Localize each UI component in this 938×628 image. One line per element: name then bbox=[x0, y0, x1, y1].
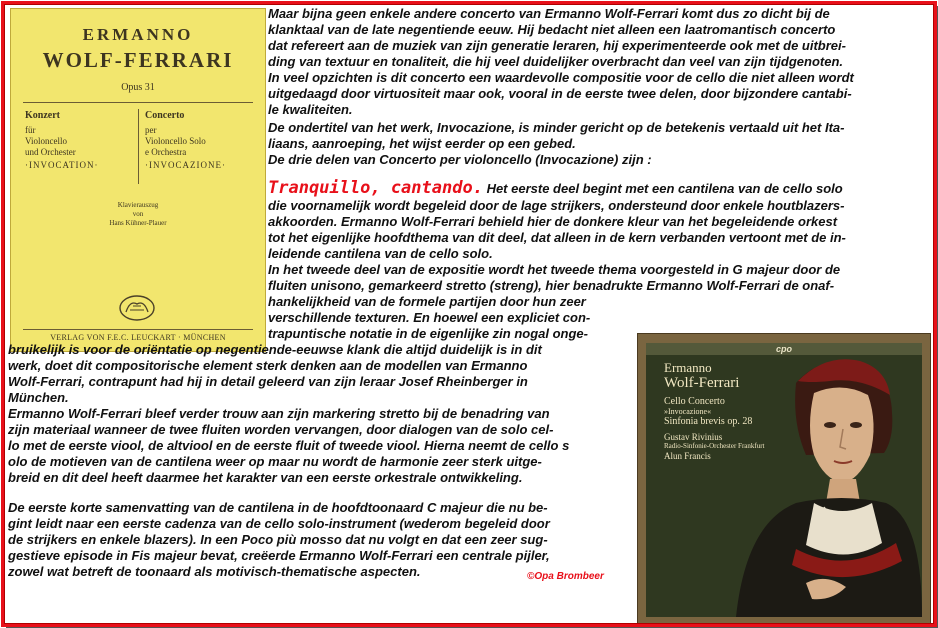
score-arranger: Hans Kühner-Plauer bbox=[109, 219, 167, 227]
movement-title: Tranquillo, cantando. bbox=[268, 178, 483, 198]
article-line: leidende cantilena van de cello solo. bbox=[268, 246, 493, 261]
score-left-line: für bbox=[25, 125, 36, 135]
article-line: In veel opzichten is dit concerto een waardevolle compositie voor de cello die niet alleen wordt bbox=[268, 70, 854, 85]
article-line: De eerste korte samenvatting van de cantilena in de hoofdtoonaard C majeur die nu be- bbox=[8, 500, 548, 515]
article-line: hankelijkheid van de formele partijen door hun zeer bbox=[268, 294, 586, 309]
score-cover-image bbox=[10, 8, 266, 352]
cd-composer-last: Wolf-Ferrari bbox=[664, 375, 740, 391]
score-publisher: VERLAG VON F.E.C. LEUCKART · MÜNCHEN bbox=[50, 333, 226, 342]
cd-cover-image bbox=[637, 333, 931, 625]
article-line: Wolf-Ferrari, contrapunt had hij in detail geleerd van zijn leraar Josef Rheinberger in bbox=[8, 374, 528, 389]
article-line: De drie delen van Concerto per violoncello (Invocazione) zijn : bbox=[268, 152, 652, 167]
article-line: lo met de eerste viool, de altviool en de eerste fluit of tweede viool. Hierna neemt de cello s bbox=[8, 438, 570, 453]
article-line: die voornamelijk wordt begeleid door de lage strijkers, ondersteund door enkele houtblazers- bbox=[268, 198, 845, 213]
article-line: dat refereert aan de muziek van zijn generatie leraren, hij experimenteerde ook met de uitbrei- bbox=[268, 38, 846, 53]
article-line: Ermanno Wolf-Ferrari bleef verder trouw aan zijn markering stretto bij de benadring van bbox=[8, 406, 550, 421]
article-line: breid en dit deel heeft daarmee het karakter van een eerste orkestrale ontwikkeling. bbox=[8, 470, 523, 485]
article-line: zijn materiaal wanneer de twee fluiten worden vervangen, door dialogen van de solo cel- bbox=[8, 422, 554, 437]
article-line: gint leidt naar een eerste cadenza van de cello solo-instrument (wederom begeleid door bbox=[8, 516, 550, 531]
cd-conductor: Alun Francis bbox=[664, 451, 711, 461]
cd-performer: Gustav Rivinius bbox=[664, 432, 723, 442]
score-right-line: Violoncello Solo bbox=[145, 136, 206, 146]
article-line: olo de motieven van de cantilena weer op maar nu wordt de harmonie zeer sterk uitge- bbox=[8, 454, 542, 469]
article-line: zowel wat betreft de toonaard als motivisch-thematische aspecten. bbox=[8, 564, 421, 579]
article-line: liaans, aanroeping, het wijst eerder op een gebed. bbox=[268, 136, 576, 151]
article-line: bruikelijk is voor de oriëntatie op negentiende-eeuwse klank die altijd duidelijk is in dit bbox=[8, 342, 542, 357]
publisher-logo-icon bbox=[118, 294, 156, 322]
article-line: tot het eigenlijke hoofdthema van dit deel, dat alleen in de kern verbanden vertoont met de in- bbox=[268, 230, 846, 245]
article-line: München. bbox=[8, 390, 69, 405]
article-line: verschillende texturen. En hoewel een expliciet con- bbox=[268, 310, 591, 325]
article-line: le kwaliteiten. bbox=[268, 102, 353, 117]
score-column-italian bbox=[145, 110, 255, 171]
score-klavierauszug: Klavierauszug bbox=[117, 201, 159, 209]
score-right-line: e Orchestra bbox=[145, 147, 187, 157]
article-line: akkoorden. Ermanno Wolf-Ferrari behield hier de donkere kleur van het begeleidende orkest bbox=[268, 214, 838, 229]
cd-orchestra: Radio-Sinfonie-Orchester Frankfurt bbox=[664, 442, 765, 450]
score-left-line: und Orchester bbox=[25, 147, 76, 157]
score-rule-top bbox=[23, 102, 253, 103]
copyright-credit: ©Opa Brombeer bbox=[527, 571, 604, 582]
score-left-invocation: ·INVOCATION· bbox=[25, 160, 99, 170]
score-rule-bottom bbox=[23, 329, 253, 330]
score-composer-last: WOLF-FERRARI bbox=[42, 48, 234, 72]
article-line: werk, doet dit compositorische element sterk denken aan de modellen van Ermanno bbox=[8, 358, 528, 373]
cd-work-2: Sinfonia brevis op. 28 bbox=[664, 416, 753, 427]
score-right-invocation: ·INVOCAZIONE· bbox=[145, 160, 226, 170]
article-line: ding van textuur en tonaliteit, die hij veel duidelijker overbracht dan veel van zijn tijdgenoten. bbox=[268, 54, 844, 69]
page-frame bbox=[1, 1, 937, 627]
score-left-title: Konzert bbox=[25, 110, 60, 121]
movement-heading-line bbox=[268, 180, 843, 197]
article-line: de strijkers en enkele blazers). In een Poco più mosso dat nu volgt en dat een zeer sug- bbox=[8, 532, 548, 547]
cd-composer-first: Ermanno bbox=[664, 360, 712, 375]
article-line: gestieve episode in Fis majeur bevat, creëerde Ermanno Wolf-Ferrari een centrale pijler, bbox=[8, 548, 550, 563]
article-line: trapuntische notatie in de eigenlijke zin nogal onge- bbox=[268, 326, 588, 341]
score-right-title: Concerto bbox=[145, 110, 185, 121]
score-opus: Opus 31 bbox=[121, 82, 155, 93]
score-column-german bbox=[25, 110, 133, 171]
article-line: fluiten unisono, gemarkeerd stretto (streng), hier benadrukte Ermanno Wolf-Ferrari de onaf- bbox=[268, 278, 835, 293]
movement-intro: Het eerste deel begint met een cantilena van de cello solo bbox=[486, 181, 843, 196]
article-line: uitgedaagd door virtuositeit maar ook, vooral in de eerste twee delen, door bijzondere cantabi- bbox=[268, 86, 852, 101]
score-left-line: Violoncello bbox=[25, 136, 67, 146]
article-line: Maar bijna geen enkele andere concerto van Ermanno Wolf-Ferrari komt dus zo dicht bij de bbox=[268, 6, 830, 21]
article-line: De ondertitel van het werk, Invocazione, is minder gericht op de betekenis vertaald uit het Ita- bbox=[268, 120, 845, 135]
article-line: In het tweede deel van de expositie wordt het tweede thema voorgesteld in G majeur door de bbox=[268, 262, 841, 277]
cd-label-cpo: cpo bbox=[646, 343, 922, 355]
cd-cover-panel bbox=[646, 343, 922, 617]
cd-work-1-subtitle: »Invocazione« bbox=[664, 407, 712, 416]
score-von: von bbox=[132, 210, 144, 218]
article-line: klanktaal van de late negentiende eeuw. Hij bedacht niet alleen een laatromantisch concerto bbox=[268, 22, 836, 37]
score-composer-first: ERMANNO bbox=[82, 25, 194, 44]
score-column-divider bbox=[138, 109, 139, 184]
cd-work-1: Cello Concerto bbox=[664, 396, 725, 407]
score-right-line: per bbox=[145, 125, 157, 135]
